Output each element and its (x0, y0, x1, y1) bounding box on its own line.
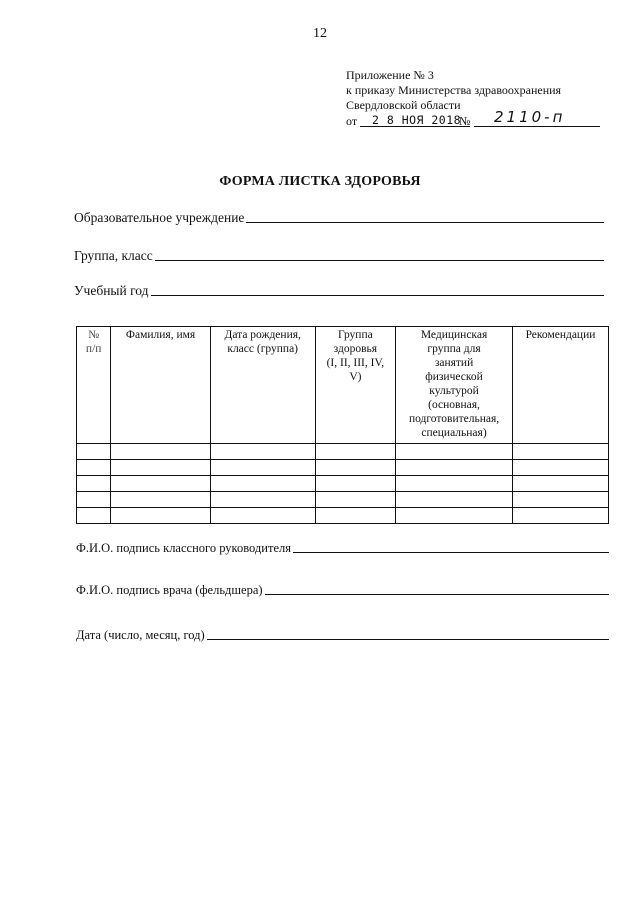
table-cell-name[interactable] (111, 476, 210, 492)
table-cell-birthdate-class[interactable] (210, 460, 315, 476)
table-cell-number[interactable] (77, 444, 111, 460)
table-cell-health-group[interactable] (315, 492, 395, 508)
table-cell-recommendations[interactable] (512, 444, 608, 460)
institution-label: Образовательное учреждение (74, 210, 245, 225)
form-title: ФОРМА ЛИСТКА ЗДОРОВЬЯ (219, 174, 421, 189)
header-pe-group-line: подготовительная, (408, 413, 500, 425)
header-name-line: Фамилия, имя (125, 329, 196, 341)
date-field[interactable] (76, 628, 609, 643)
page-number: 12 (313, 26, 327, 41)
table-cell-pe-group[interactable] (396, 508, 513, 524)
header-health-group-line: V) (349, 371, 362, 383)
table-cell-recommendations[interactable] (512, 460, 608, 476)
appendix-line-1: Приложение № 3 (346, 68, 434, 82)
header-recommendations (512, 327, 608, 444)
table-row (77, 460, 609, 476)
table-cell-pe-group[interactable] (396, 460, 513, 476)
table-cell-recommendations[interactable] (512, 476, 608, 492)
group-class-blank-line[interactable] (155, 248, 604, 261)
header-recommendations-line: Рекомендации (525, 329, 596, 341)
table-cell-health-group[interactable] (315, 444, 395, 460)
table-cell-birthdate-class[interactable] (210, 444, 315, 460)
table-cell-health-group[interactable] (315, 476, 395, 492)
header-pe-group-line: культурой (429, 385, 479, 397)
from-label: от (346, 114, 358, 128)
appendix-line-3: Свердловской области (346, 98, 461, 112)
table-cell-name[interactable] (111, 492, 210, 508)
table-cell-pe-group[interactable] (396, 444, 513, 460)
table-cell-number[interactable] (77, 476, 111, 492)
header-pe-group-line: физической (425, 371, 483, 383)
table-cell-number[interactable] (77, 492, 111, 508)
table-cell-birthdate-class[interactable] (210, 492, 315, 508)
header-pe-group-line: специальная) (421, 427, 487, 439)
date-blank-line[interactable] (207, 628, 609, 640)
table-cell-number[interactable] (77, 460, 111, 476)
table-cell-health-group[interactable] (315, 508, 395, 524)
header-health-group-line: (I, II, III, IV, (326, 357, 385, 369)
table-row (77, 444, 609, 460)
header-birthdate-class-line: класс (группа) (227, 343, 299, 355)
table-cell-health-group[interactable] (315, 460, 395, 476)
date-label: Дата (число, месяц, год) (76, 628, 205, 642)
header-pe-group (396, 327, 513, 444)
header-birthdate-class (210, 327, 315, 444)
header-health-group-line: Группа (338, 329, 373, 341)
header-name (111, 327, 210, 444)
school-year-label: Учебный год (74, 283, 149, 298)
table-cell-pe-group[interactable] (396, 492, 513, 508)
appendix-line-2: к приказу Министерства здравоохранения (346, 83, 562, 97)
table-cell-recommendations[interactable] (512, 508, 608, 524)
table-cell-name[interactable] (111, 508, 210, 524)
number-label: № (459, 114, 471, 128)
order-number-handwritten: 2110-п (494, 108, 566, 126)
group-class-label: Группа, класс (74, 248, 153, 263)
table-cell-recommendations[interactable] (512, 492, 608, 508)
table-header-row (77, 327, 609, 444)
table-row (77, 476, 609, 492)
institution-blank-line[interactable] (246, 210, 604, 223)
institution-field[interactable] (74, 210, 604, 226)
header-pe-group-line: группа для (427, 343, 481, 355)
table-cell-number[interactable] (77, 508, 111, 524)
header-health-group-line: здоровья (333, 343, 378, 355)
header-pe-group-line: Медицинская (420, 329, 488, 341)
health-sheet-table (76, 326, 609, 524)
table-cell-name[interactable] (111, 444, 210, 460)
table-cell-pe-group[interactable] (396, 476, 513, 492)
number-underline (474, 126, 600, 127)
doctor-signature-line[interactable] (265, 583, 609, 595)
header-birthdate-class-line: Дата рождения, (224, 329, 301, 341)
table-cell-name[interactable] (111, 460, 210, 476)
header-pe-group-line: (основная, (428, 399, 480, 411)
class-teacher-signature-label: Ф.И.О. подпись классного руководителя (76, 541, 291, 555)
table-cell-birthdate-class[interactable] (210, 476, 315, 492)
doctor-signature-field[interactable] (76, 583, 609, 598)
header-number-line: п/п (85, 343, 102, 355)
school-year-field[interactable] (74, 283, 604, 299)
doctor-signature-label: Ф.И.О. подпись врача (фельдшера) (76, 583, 263, 597)
header-health-group (315, 327, 395, 444)
class-teacher-signature-line[interactable] (293, 541, 609, 553)
class-teacher-signature-field[interactable] (76, 541, 609, 556)
header-number-line: № (88, 329, 100, 341)
header-number (77, 327, 111, 444)
school-year-blank-line[interactable] (151, 283, 604, 296)
group-class-field[interactable] (74, 248, 604, 264)
header-pe-group-line: занятий (434, 357, 474, 369)
table-row (77, 508, 609, 524)
table-cell-birthdate-class[interactable] (210, 508, 315, 524)
order-reference (346, 108, 636, 130)
table-row (77, 492, 609, 508)
appendix-block (346, 68, 636, 130)
order-date-stamp: 2 8 НОЯ 2018 (372, 113, 462, 127)
